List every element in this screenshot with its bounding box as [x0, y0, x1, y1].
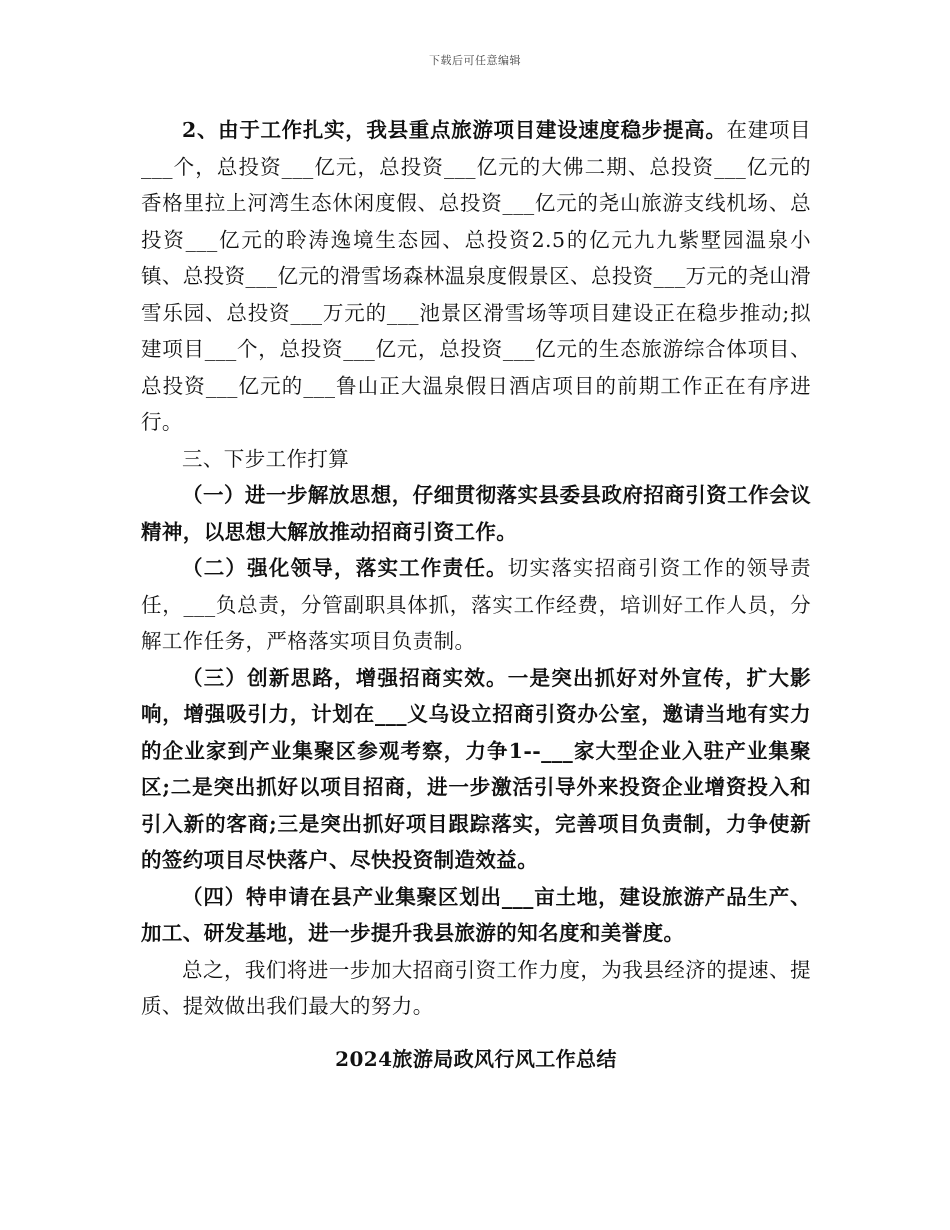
item-two	[141, 550, 811, 660]
item-one	[141, 477, 811, 550]
page-header-note: 下载后可任意编辑	[429, 54, 521, 67]
paragraph-body: 在建项目___个，总投资___亿元，总投资___亿元的大佛二期、总投资___亿元的香格里拉上河湾生态休闲度假、总投资___亿元的尧山旅游支线机场、总投资___亿元的聆涛逸境生态园、总投资2.5的亿元九九紫墅园温泉小镇、总投资___亿元的滑雪场森林温泉度假景区、总投资___万元的尧山滑雪乐园、总投资___万元的___池景区滑雪场等项目建设正在稳步推动;拟建项目___个，总投资___亿元，总投资___亿元的生态旅游综合体项目、总投资___亿元的___鲁山正大温泉假日酒店项目的前期工作正在有序进行。	[141, 118, 811, 434]
item-lead: （三）创新思路，增强招商实效。一是突出抓好对外宣传，扩大影响，增强吸引力，计划在___义乌设立招商引资办公室，邀请当地有实力的企业家到产业集聚区参观考察，力争1--___家大型企业入驻产业集聚区;二是突出抓好以项目招商，进一步激活引导外来投资企业增资投入和引入新的客商;三是突出抓好项目跟踪落实，完善项目负责制，力争使新的签约项目尽快落户、尽快投资制造效益。	[141, 665, 811, 872]
next-document-title: 2024旅游局政风行风工作总结	[335, 1046, 617, 1071]
paragraph-lead: 2、由于工作扎实，我县重点旅游项目建设速度稳步提高。	[182, 118, 727, 142]
item-lead: （一）进一步解放思想，仔细贯彻落实县委县政府招商引资工作会议精神，以思想大解放推动招商引资工作。	[141, 483, 811, 544]
document-body	[141, 112, 811, 1077]
item-body: 切实落实招商引资工作的领导责任，___负总责，分管副职具体抓，落实工作经费，培训好工作人员，分解工作任务，严格落实项目负责制。	[141, 556, 811, 653]
item-lead: （二）强化领导，落实工作责任。	[182, 556, 508, 580]
section-heading: 三、下步工作打算	[182, 446, 350, 471]
item-lead: （四）特申请在县产业集聚区划出___亩土地，建设旅游产品生产、加工、研发基地，进一步提升我县旅游的知名度和美誉度。	[141, 884, 811, 945]
conclusion-paragraph: 总之，我们将进一步加大招商引资工作力度，为我县经济的提速、提质、提效做出我们最大的努力。	[141, 957, 811, 1018]
item-four	[141, 879, 811, 952]
item-three	[141, 660, 811, 879]
paragraph-project-progress	[141, 112, 811, 441]
